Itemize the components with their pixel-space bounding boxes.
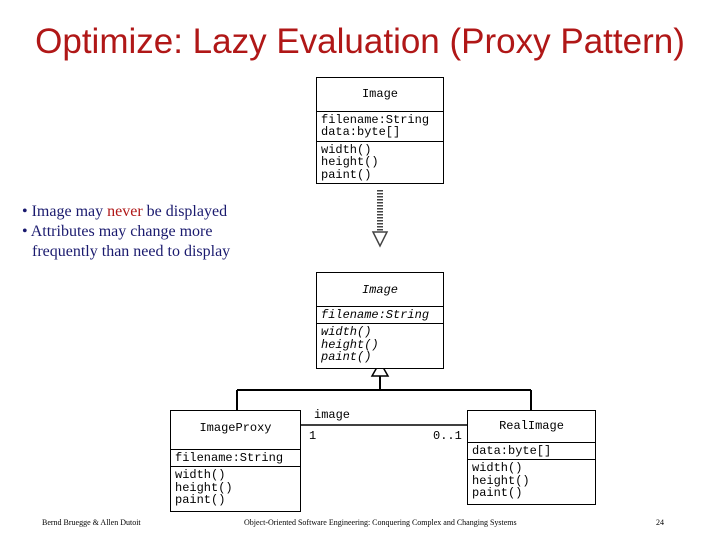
attributes-section xyxy=(468,442,595,460)
multiplicity-proxy: 1 xyxy=(309,429,317,443)
attribute: filename:String xyxy=(175,450,284,465)
attribute: data:byte[] xyxy=(472,443,552,458)
bullet-item: • Image may never be displayed xyxy=(22,203,228,220)
class-name: ImageProxy xyxy=(199,421,272,435)
operation: paint() xyxy=(321,167,372,182)
highlight-never: never xyxy=(107,203,143,220)
operation: height() xyxy=(472,473,530,488)
image-class-after xyxy=(316,272,444,369)
attribute: data:byte[] xyxy=(321,125,401,139)
image-class-before xyxy=(316,77,444,184)
attribute: filename:String xyxy=(321,307,430,322)
multiplicity-real: 0..1 xyxy=(433,429,462,443)
operations-section xyxy=(317,323,443,368)
operation: width() xyxy=(472,461,523,475)
operation: width() xyxy=(321,325,372,339)
footer-authors: Bernd Bruegge & Allen Dutoit xyxy=(42,518,141,527)
operation: paint() xyxy=(472,486,523,500)
slide-title: Optimize: Lazy Evaluation (Proxy Pattern) xyxy=(35,22,685,61)
operation: width() xyxy=(175,468,226,482)
operation: paint() xyxy=(175,493,226,507)
operation: width() xyxy=(321,142,372,157)
operations-section xyxy=(171,466,300,511)
operation: height() xyxy=(321,155,379,169)
bullet-item: • Attributes may change more xyxy=(22,223,213,240)
footer-book-title: Object-Oriented Software Engineering: Conquering Complex and Changing Systems xyxy=(244,518,517,527)
class-name: Image xyxy=(361,87,398,101)
attributes-section xyxy=(317,111,443,141)
operation: paint() xyxy=(321,350,372,364)
bullet-list xyxy=(22,202,230,262)
bullet-continuation: frequently than need to display xyxy=(32,243,231,260)
attribute: filename:String xyxy=(321,112,430,127)
operations-section xyxy=(468,459,595,504)
association-role-label: image xyxy=(314,408,351,422)
attributes-section xyxy=(317,306,443,324)
operations-section xyxy=(317,141,443,184)
page-number: 24 xyxy=(656,518,664,527)
class-name: Image xyxy=(361,283,398,297)
transform-arrow-head xyxy=(373,232,387,246)
attributes-section xyxy=(171,449,300,467)
class-name: RealImage xyxy=(499,419,564,433)
operation: height() xyxy=(321,337,379,352)
real-image-class xyxy=(467,410,596,505)
operation: height() xyxy=(175,480,233,495)
image-proxy-class xyxy=(170,410,301,512)
